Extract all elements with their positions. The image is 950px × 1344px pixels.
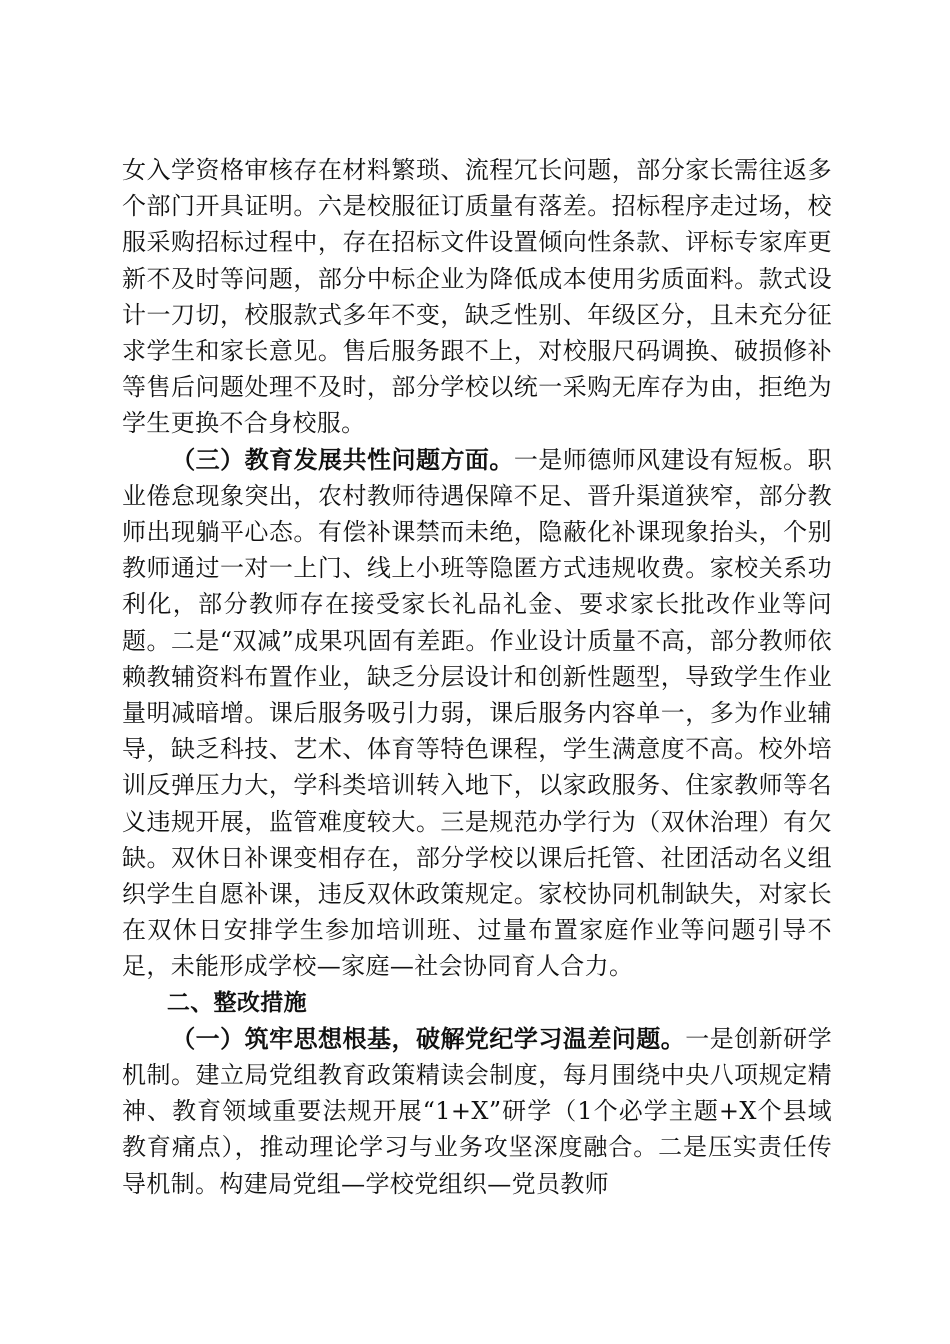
document-page <box>122 152 832 1202</box>
section-lead-common-issues: （三）教育发展共性问题方面。 <box>171 444 514 474</box>
section-lead-ideology: （一）筑牢思想根基，破解党纪学习温差问题。 <box>171 1023 686 1053</box>
paragraph-common-issues <box>122 442 832 985</box>
paragraph-common-issues-body: 一是师德师风建设有短板。职业倦怠现象突出，农村教师待遇保障不足、晋升渠道狭窄，部分教师出现躺平心态。有偿补课禁而未绝，隐蔽化补课现象抬头，个别教师通过一对一上门、线上小班等隐匿方式违规收费。家校关系功利化，部分教师存在接受家长礼品礼金、要求家长批改作业等问题。二是“双减”成果巩固有差距。作业设计质量不高，部分教师依赖教辅资料布置作业，缺乏分层设计和创新性题型，导致学生作业量明减暗增。课后服务吸引力弱，课后服务内容单一，多为作业辅导，缺乏科技、艺术、体育等特色课程，学生满意度不高。校外培训反弹压力大，学科类培训转入地下，以家政服务、住家教师等名义违规开展，监管难度较大。三是规范办学行为（双休治理）有欠缺。双休日补课变相存在，部分学校以课后托管、社团活动名义组织学生自愿补课，违反双休政策规定。家校协同机制缺失，对家长在双休日安排学生参加培训班、过量布置家庭作业等问题引导不足，未能形成学校—家庭—社会协同育人合力。 <box>122 445 832 981</box>
paragraph-school-uniform: 女入学资格审核存在材料繁琐、流程冗长问题，部分家长需往返多个部门开具证明。六是校服征订质量有落差。招标程序走过场，校服采购招标过程中，存在招标文件设置倾向性条款、评标专家库更新不及时等问题，部分中标企业为降低成本使用劣质面料。款式设计一刀切，校服款式多年不变，缺乏性别、年级区分，且未充分征求学生和家长意见。售后服务跟不上，对校服尺码调换、破损修补等售后问题处理不及时，部分学校以统一采购无库存为由，拒绝为学生更换不合身校服。 <box>122 156 832 438</box>
paragraph-ideology-body: 一是创新研学机制。建立局党组教育政策精读会制度，每月围绕中央八项规定精神、教育领域重要法规开展“1+X”研学（1个必学主题+X个县域教育痛点），推动理论学习与业务攻坚深度融合。二是压实责任传导机制。构建局党组—学校党组织—党员教师 <box>122 1024 832 1198</box>
paragraph-ideology <box>122 1021 832 1202</box>
section-heading-rectification: 二、整改措施 <box>166 989 307 1016</box>
